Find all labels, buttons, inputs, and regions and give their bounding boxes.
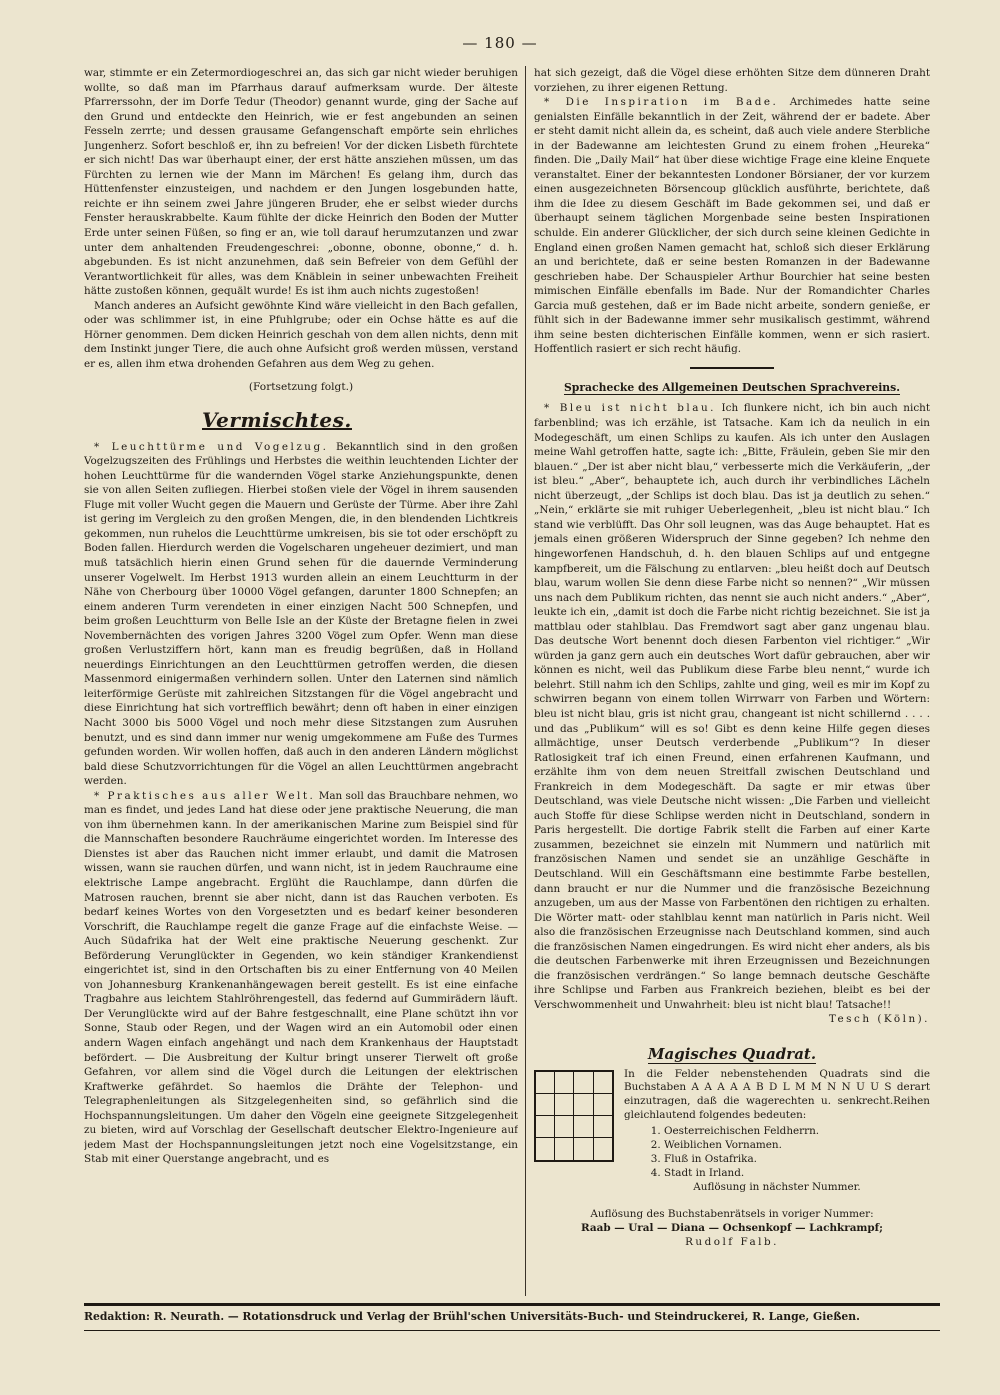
page-number: — 180 —: [462, 34, 538, 52]
article-lead: * Leuchttürme und Vogelzug.: [94, 440, 329, 453]
article-continuation: hat sich gezeigt, daß die Vögel diese erhöhten Sitze dem dünneren Draht vorziehen, zu ihrer eigenen Rettung.: [534, 67, 930, 94]
article-leuchttuerme: [84, 440, 518, 789]
puzzle-instructions: [624, 1068, 930, 1195]
imprint-footer: Redaktion: R. Neurath. — Rotationsdruck und Verlag der Brühl'schen Universitäts-Buch- und Steindruckerei, R. Lange, Gießen.: [84, 1310, 860, 1323]
puzzle-intro: In die Felder nebenstehenden Quadrats sind die Buchstaben A A A A A B D L M M N N U U S derart einzutragen, daß die wagerechten u. senkrecht.Reihen gleichlautend folgendes bedeuten:: [624, 1067, 930, 1122]
footer-rule: [84, 1303, 940, 1306]
left-column: [84, 66, 518, 1294]
article-lead: * Bleu ist nicht blau.: [544, 402, 716, 415]
magic-square-grid: [534, 1070, 614, 1162]
article-body: Man soll das Brauchbare nehmen, wo man es findet, und jedes Land hat diese oder jene praktische Neuerung, die man von ihm übernehmen kann. In der amerikanischen Marine zum Beispiel sind für die Mannschaften besondere Rauchräume eingerichtet worden. Im Interesse des Dienstes ist aber das Rauchen nicht immer erlaubt, und damit die Matrosen wissen, wann sie rauchen dürfen, und wann nicht, ist in jedem Rauchraume eine elektrische Lampe angebracht. Erglüht die Rauchlampe, dann dürfen die Matrosen rauchen, brennt sie aber nicht, dann ist das Rauchen verboten. Es bedarf keines Wortes von den Vorgesetzten und es bedarf keiner besonderen Vorschrift, die Rauchlampe regelt die ganze Frage auf die einfachste Weise. — Auch Südafrika hat der Welt eine praktische Neuerung geschenkt. Zur Beförderung Verunglückter in Gegenden, wo kein ständiger Krankendienst eingerichtet ist, sind in den Ortschaften bis zu einer Entfernung von 40 Meilen von Johannesburg Krankenanhängewagen bereit gestellt. Es ist eine einfache Tragbahre aus leichtem Stahlröhrengestell, das federnd auf Gummirädern läuft. Der Verunglückte wird auf der Bahre festgeschnallt, eine Plane schützt ihn vor Sonne, Staub oder Regen, und der Wagen wird an ein Automobil oder einen andern Wagen einfach angehängt und nach dem Krankenhaus der Hauptstadt befördert. — Die Ausbreitung der Kultur bringt unserer Tierwelt oft große Gefahren, vor allem sind die Vögel durch die Leitungen der elektrischen Kraftwerke gefährdet. So haemlos die Drähte der Telephon- und Telegraphenleitungen als Sitzgelegenheiten sind, so gefährlich sind die Hochspannungsleitungen. Um daher den Vögeln eine geeignete Sitzgelegenheit zu bieten, wird auf Vorschlag der Gesellschaft deutscher Elektro-Ingenieure auf jedem Mast der Hochspannungsleitungen jetzt noch eine Vogelsitzstange, ein Stab mit einer Querstange angebracht, und es: [84, 789, 518, 1166]
previous-solution: [534, 1207, 930, 1249]
article-inspiration: [534, 95, 930, 357]
footer-rule: [84, 1330, 940, 1331]
section-divider: [690, 367, 774, 369]
story-paragraph: Manch anderes an Aufsicht gewöhnte Kind wäre vielleicht in den Bach gefallen, oder was schlimmer ist, in eine Pfuhlgrube; oder ein Ochse hätte es auf die Hörner genommen. Dem dicken Heinrich geschah von dem allen nichts, denn mit dem Instinkt junger Tiere, die auch ohne Aufsicht groß werden müssen, verstand er es, allen ihm etwa drohenden Gefahren aus dem Weg zu gehen.: [84, 299, 518, 370]
continuation-note: (Fortsetzung folgt.): [248, 381, 354, 394]
right-column: [534, 66, 930, 1294]
puzzle-clue-list: [624, 1125, 930, 1181]
article-bleu: [534, 401, 930, 1012]
story-paragraph: war, stimmte er ein Zetermordiogeschrei an, das sich gar nicht wieder beruhigen wollte, so daß man im Pfarrhaus darauf aufmerksam wurde. Der älteste Pfarrerssohn, der im Dorfe Tedur (Theodor) genannt wurde, ging der Sache auf den Grund und entdeckte den Heinrich, wie er fest angebunden an seinen Fesseln zerrte; und dessen grausame Gefangenschaft empörte sein ehrliches Jungenherz. Sofort beschloß er, ihn zu befreien! Vor der dicken Lisbeth fürchtete er sich nicht! Das war überhaupt einer, der erst hätte ansziehen müssen, um das Fürchten zu lernen wie der Mann im Märchen! Es gelang ihm, durch das Hüttenfenster einzusteigen, und nachdem er den Jungen losgebunden hatte, reichte er ihn seinem zwei Jahre jüngeren Bruder, ehe er selbst wieder durchs Fenster herauskrabbelte. Kaum fühlte der dicke Heinrich den Boden der Mutter Erde unter seinen Füßen, so fing er an, wie toll darauf herumzutanzen und zwar unter dem anhaltenden Freudengeschrei: „obonne, obonne, obonne,“ d. h. abgebunden. Es ist nicht anzunehmen, daß sein Befreier von dem Gefühl der Verantwortlichkeit für alles, was dem Knäblein in seiner unbewachten Freiheit hätte zustoßen können, gequält wurde! Es ist ihm auch nichts zugestoßen!: [84, 67, 518, 298]
section-heading-vermischtes: Vermischtes.: [202, 408, 352, 433]
article-lead: * Die Inspiration im Bade.: [544, 96, 779, 109]
article-lead: * Praktisches aus aller Welt.: [94, 789, 316, 802]
article-body: Bekanntlich sind in den großen Vogelzugszeiten des Frühlings und Herbstes die weithin leuchtenden Lichter der hohen Leuchttürme für die wandernden Vögel starke Anziehungspunkte, denen sie von allen Seiten zufliegen. Hierbei stoßen viele der Vögel in ihrem sausenden Fluge mit voller Wucht gegen die Mauern und Gerüste der Türme. Aber ihre Zahl ist gering im Vergleich zu den großen Mengen, die, in den blendenden Lichtkreis gekommen, nun ruhelos die Leuchttürme umkreisen, bis sie tot oder erschöpft zu Boden fallen. Hierdurch werden die Vogelscharen ungeheuer dezimiert, und man muß tatsächlich hierin einen Grund sehen für die dauernde Verminderung unserer Vogelwelt. Im Herbst 1913 wurden allein an einem Leuchtturm in der Nähe von Cherbourg über 10000 Vögel gefangen, darunter 1800 Schnepfen; an einem anderen Turm verendeten in einer einzigen Nacht 500 Schnepfen, und beim großen Leuchtturm von Belle Isle an der Küste der Bretagne fielen in zwei Novembernächten des vorigen Jahres 3200 Vögel zum Opfer. Wenn man diese großen Verlustziffern hört, kann man es freudig begrüßen, daß in Holland neuerdings Einrichtungen an den Leuchttürmen getroffen werden, die diesen Massenmord einigermaßen verhindern sollen. Unter den Laternen sind nämlich leiterförmige Gerüste mit zahlreichen Sitzstangen für die Vögel angebracht und diese Einrichtung hat sich vortrefflich bewährt; denn oft haben in einer einzigen Nacht 3000 bis 5000 Vögel und noch mehr diese Sitzstangen zum Ausruhen benutzt, und es sind dann immer nur wenig umgekommene am Fuße des Turmes gefunden worden. Wir wollen hoffen, daß auch in den anderen Ländern möglichst bald diese Schutzvorrichtungen für die Vögel an allen Leuchttürmen angebracht werden.: [84, 440, 518, 788]
puzzle-clue: 3. Fluß in Ostafrika.: [664, 1153, 930, 1167]
article-body: Ich flunkere nicht, ich bin auch nicht farbenblind; was ich erzähle, ist Tatsache. Kam ich da neulich in ein Modegeschäft, um einen Schlips zu kaufen. Als ich unter den Auslagen meine Wahl getroffen hatte, sagte ich: „Bitte, Fräulein, geben Sie mir den blauen.“ „Der ist aber nicht blau,“ verbesserte mich die Verkäuferin, „der ist bleu.“ „Aber“, behauptete ich, auch durch ihr verbindliches Lächeln nicht überzeugt, „der Schlips ist doch blau. Das ist ja deutlich zu sehen.“ „Nein,“ erklärte sie mit ruhiger Ueberlegenheit, „bleu ist nicht blau.“ Ich stand wie verblüfft. Das Ohr soll leugnen, was das Auge behauptet. Hat es jemals einen größeren Widerspruch der Sinne gegeben? Ich nehme den hingeworfenen Handschuh, d. h. den blauen Schlips auf und entgegne kampfbereit, um die Fälschung zu entlarven: „bleu heißt doch auf Deutsch blau, warum wollen Sie denn diese Farbe nicht so nennen?“ „Wir müssen uns nach dem Publikum richten, das nennt sie auch nicht anders.“ „Aber“, leukte ich ein, „damit ist doch die Farbe nicht richtig bezeichnet. Sie ist ja mattblau oder stahlblau. Das Fremdwort sagt aber ganz ungenau blau. Das deutsche Wort benennt doch diesen Farbenton viel richtiger.“ „Wir würden ja ganz gern auch ein deutsches Wort dafür gebrauchen, aber wir können es nicht, weil das Publikum diese Farbe bleu nennt,“ wurde ich belehrt. Still nahm ich den Schlips, zahlte und ging, weil es mir im Kopf zu schwirren begann von einem tollen Wirrwarr von Farben und Wörtern: bleu ist nicht blau, gris ist nicht grau, changeant ist nicht schillernd . . . . und das „Publikum“ will es so! Gibt es denn keine Hilfe gegen dieses allmächtige, unser Deutsch verderbende „Publikum“? In dieser Ratlosigkeit traf ich einen Freund, einen erfahrenen Kaufmann, und erzählte ihm von dem neuen Streitfall zwischen Deutschland und Frankreich in dem Modegeschäft. Da sagte er mir etwas über Deutschland, was viele Deutsche nicht wissen: „Die Farben und vielleicht auch Stoffe für diese Schlipse werden nicht in Deutschland, sondern in Paris hergestellt. Die dortige Fabrik stellt die Farben auf einer Karte zusammen, bezeichnet sie einzeln mit Nummern und natürlich mit französischen Namen und sendet sie an unzählige Geschäfte in Deutschland. Will ein Geschäftsmann eine bestimmte Farbe bestellen, dann braucht er nur die Nummer und die französische Bezeichnung anzugeben, um aus der Masse von Farbentönen den richtigen zu erhalten. Die Wörter matt- oder stahlblau kennt man natürlich in Paris nicht. Weil also die französischen Erzeugnisse nach Deutschland kommen, sind auch die französischen Namen eingedrungen. Es wird nicht eher anders, als bis die deutschen Farbenwerke mit ihren Erzeugnissen und Bezeichnungen die französischen verdrängen.“ So lange bemnach deutsche Geschäfte ihre Schlipse und Farben aus Frankreich beziehen, bleibt es bei der Verschwommenheit und Unwahrheit: bleu ist nicht blau! Tatsache!!: [534, 402, 930, 1011]
puzzle-solution-note: Auflösung in nächster Nummer.: [693, 1180, 861, 1193]
article-signature-row: [534, 1012, 930, 1027]
article-body: Archimedes hatte seine genialsten Einfälle bekanntlich in der Zeit, während der er badete. Aber er steht damit nicht allein da, es scheint, daß auch viele andere Sterbliche in der Badewanne am leichtesten Grund zu einem frohen „Heureka“ finden. Die „Daily Mail“ hat über diese wichtige Frage eine kleine Enquete veranstaltet. Einer der bekanntesten Londoner Börsianer, der vor kurzem einen ausgezeichneten Börsencoup glücklich ausführte, berichtete, daß ihm die Idee zu diesem Geschäft im Bade gekommen sei, und daß er überhaupt seinem täglichen Morgenbade seine besten Inspirationen schulde. Ein anderer Glücklicher, der sich durch seine kleinen Gedichte in England einen großen Namen gemacht hat, schloß sich dieser Erklärung an und berichtete, daß er seine besten Romanzen in der Badewanne geschrieben habe. Der Schauspieler Arthur Bourchier hat seine besten mimischen Einfälle ebenfalls im Bade. Nur der Romandichter Charles Garcia muß gestehen, daß er im Bade nicht arbeite, sondern genieße, er fühlt sich in der Badewanne immer sehr musikalisch gestimmt, während ihm seine besten dichterischen Einfälle kommen, wenn er sich rasiert. Hoffentlich rasiert er sich recht häufig.: [534, 96, 930, 356]
puzzle-clue: 2. Weiblichen Vornamen.: [664, 1139, 930, 1153]
previous-solution-title: Auflösung des Buchstabenrätsels in voriger Nummer:: [590, 1207, 874, 1220]
article-praktisches: [84, 789, 518, 1167]
puzzle-clue: 4. Stadt in Irland.: [664, 1167, 930, 1181]
previous-solution-author: Rudolf Falb.: [685, 1235, 779, 1248]
previous-solution-words: Raab — Ural — Diana — Ochsenkopf — Lachkrampf;: [580, 1221, 883, 1234]
puzzle-clue: 1. Oesterreichischen Feldherrn.: [664, 1125, 930, 1139]
article-signature: Tesch (Köln).: [828, 1013, 930, 1026]
section-heading-magic-square: Magisches Quadrat.: [647, 1045, 817, 1063]
magic-square-puzzle: [534, 1047, 930, 1249]
section-heading-sprachecke: Sprachecke des Allgemeinen Deutschen Sprachvereins.: [564, 380, 900, 394]
column-divider: [525, 66, 526, 1296]
